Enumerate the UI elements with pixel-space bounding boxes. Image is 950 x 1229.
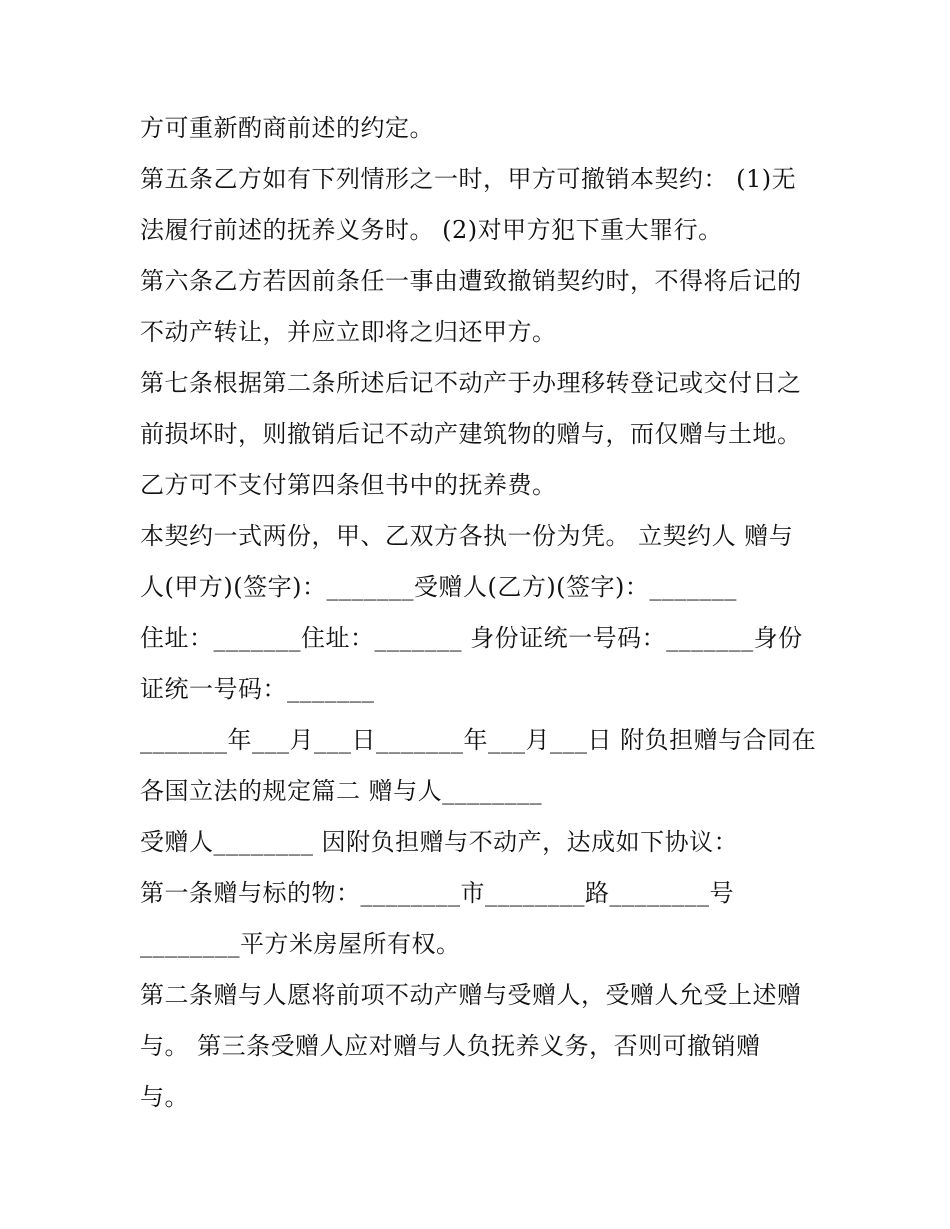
text-line: 不动产转让，并应立即将之归还甲方。	[140, 318, 557, 346]
text-line: 受赠人________ 因附负担赠与不动产，达成如下协议：	[140, 828, 739, 856]
text-line: 方可重新酌商前述的约定。	[140, 114, 434, 142]
text-line: 本契约一式两份，甲、乙双方各执一份为凭。 立契约人 赠与	[140, 522, 794, 550]
text-line: 与。	[140, 1083, 189, 1111]
text-line: 第七条根据第二条所述后记不动产于办理移转登记或交付日之	[140, 369, 802, 397]
text-line: 证统一号码：_______	[140, 675, 375, 703]
text-line: 前损坏时，则撤销后记不动产建筑物的赠与，而仅赠与土地。	[140, 420, 802, 448]
text-line: 人(甲方)(签字)：_______受赠人(乙方)(签字)：_______	[140, 573, 737, 601]
text-line: 第五条乙方如有下列情形之一时，甲方可撤销本契约： (1)无	[140, 165, 797, 193]
text-line: 第二条赠与人愿将前项不动产赠与受赠人，受赠人允受上述赠	[140, 981, 802, 1009]
text-line: 第一条赠与标的物：________市________路________号	[140, 879, 734, 907]
text-line: 第六条乙方若因前条任一事由遭致撤销契约时，不得将后记的	[140, 267, 802, 295]
contract-text	[140, 103, 830, 1123]
text-line: 乙方可不支付第四条但书中的抚养费。	[140, 471, 557, 499]
text-line: _______年___月___日_______年___月___日 附负担赠与合同在	[140, 726, 817, 754]
text-line: ________平方米房屋所有权。	[140, 930, 461, 958]
text-line: 与。 第三条受赠人应对赠与人负抚养义务，否则可撤销赠	[140, 1032, 761, 1060]
text-line: 法履行前述的抚养义务时。 (2)对甲方犯下重大罪行。	[140, 216, 723, 244]
text-line: 各国立法的规定篇二 赠与人________	[140, 777, 543, 805]
text-line: 住址：_______住址：_______ 身份证统一号码：_______身份	[140, 624, 803, 652]
